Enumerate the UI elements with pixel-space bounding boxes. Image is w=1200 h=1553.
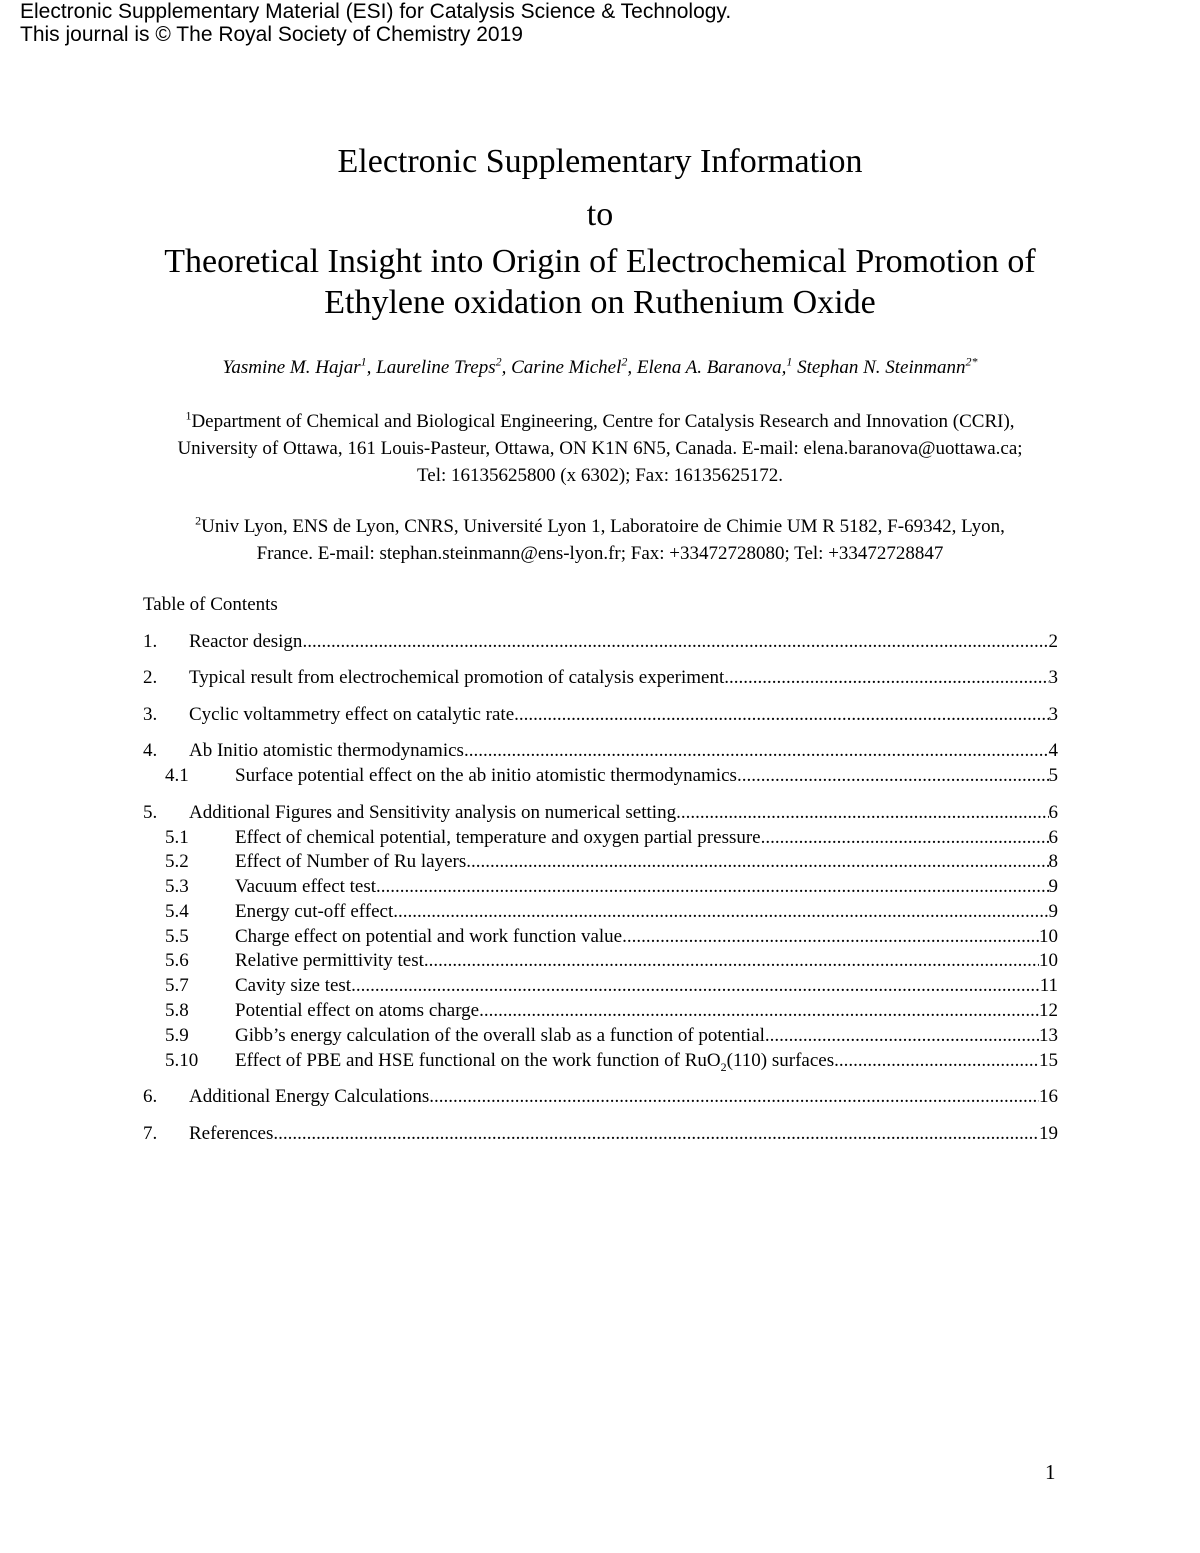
toc-entry-title: Cyclic voltammetry effect on catalytic rate (189, 704, 515, 725)
toc-entry-title: Effect of chemical potential, temperature and oxygen partial pressure (235, 827, 761, 848)
toc-entry-title: Gibb’s energy calculation of the overall slab as a function of potential (235, 1025, 765, 1046)
toc-entry-page: 3 (1048, 667, 1058, 688)
toc-entry[interactable] (143, 826, 1058, 850)
toc-entry-number: 6. (143, 1086, 158, 1107)
toc-entry[interactable] (143, 1024, 1058, 1048)
toc-entry-number: 2. (143, 667, 158, 688)
toc-leader-dots (351, 974, 1040, 998)
toc-entry-title: Charge effect on potential and work function value (235, 926, 623, 947)
author-separator: , (366, 357, 377, 378)
toc-leader-dots (514, 703, 1048, 727)
toc-entry-page: 12 (1039, 1000, 1058, 1021)
toc-entry-title: Relative permittivity test (235, 950, 424, 971)
toc-entry-title: Additional Energy Calculations (189, 1086, 430, 1107)
toc-entry[interactable] (143, 875, 1058, 899)
toc-entry-title (235, 1049, 834, 1073)
title-line1: Electronic Supplementary Information (337, 143, 863, 180)
toc-leader-dots (424, 949, 1039, 973)
toc-entry-page: 5 (1048, 765, 1058, 786)
toc-entry-title: Energy cut-off effect (235, 901, 394, 922)
toc-entry[interactable] (143, 999, 1058, 1023)
toc-entry-number: 5.2 (165, 851, 189, 872)
toc-entry-page: 3 (1048, 704, 1058, 725)
toc-entry-number: 4. (143, 740, 158, 761)
toc-entry[interactable] (143, 666, 1058, 690)
toc-entry-page: 19 (1039, 1123, 1058, 1144)
toc-entry-page: 10 (1039, 950, 1058, 971)
toc-entry-title-text: Effect of PBE and HSE functional on the work function of RuO (235, 1050, 721, 1071)
toc-entry-page: 9 (1048, 876, 1058, 897)
toc-entry-number: 1. (143, 631, 158, 652)
toc-entry-page: 9 (1048, 901, 1058, 922)
journal-header (20, 0, 731, 46)
toc-entry[interactable] (143, 900, 1058, 924)
toc-entry[interactable] (143, 1049, 1058, 1073)
toc-leader-dots (761, 826, 1049, 850)
toc-leader-dots (464, 739, 1049, 763)
toc-entry-number: 5.1 (165, 827, 189, 848)
toc-entry-page: 11 (1039, 975, 1058, 996)
toc-entry-page: 2 (1048, 631, 1058, 652)
affiliation-mark: 2 (195, 513, 202, 528)
toc-entry-number: 5.8 (165, 1000, 189, 1021)
author-name: Elena A. Baranova, (636, 357, 787, 378)
toc-entry-number: 7. (143, 1123, 158, 1144)
author-affiliation-mark: 2* (965, 354, 978, 369)
toc-entry-number: 4.1 (165, 765, 189, 786)
toc-entry-number: 5.3 (165, 876, 189, 897)
journal-header-line1: Electronic Supplementary Material (ESI) for Catalysis Science & Technology. (20, 0, 732, 23)
toc-entry[interactable] (143, 764, 1058, 788)
toc-entry-title: Additional Figures and Sensitivity analysis on numerical setting (189, 802, 677, 823)
toc-entry-title: Ab Initio atomistic thermodynamics (189, 740, 464, 761)
toc-entry-page: 4 (1048, 740, 1058, 761)
toc-entry-page: 15 (1039, 1050, 1058, 1071)
title-line2: to (586, 196, 614, 233)
author-affiliation-mark: 1 (360, 354, 367, 369)
toc-entry-page: 16 (1039, 1086, 1058, 1107)
toc-leader-dots (273, 1122, 1039, 1146)
toc-entry-number: 5. (143, 802, 158, 823)
toc-entry-title: Cavity size test (235, 975, 352, 996)
toc-leader-dots (724, 666, 1048, 690)
toc-leader-dots (834, 1049, 1039, 1073)
toc-entry[interactable] (143, 703, 1058, 727)
toc-entry[interactable] (143, 949, 1058, 973)
author-affiliation-mark: 2 (495, 354, 502, 369)
author-name: Carine Michel (511, 357, 622, 378)
toc-entry[interactable] (143, 1085, 1058, 1109)
affiliation-1-line2: University of Ottawa, 161 Louis-Pasteur, Ottawa, ON K1N 6N5, Canada. E-mail: elena.baranova@uottawa.ca; (177, 438, 1023, 459)
affiliation-2-line2: France. E-mail: stephan.steinmann@ens-lyon.fr; Fax: +33472728080; Tel: +33472728847 (256, 543, 944, 564)
toc-entry-title: Potential effect on atoms charge (235, 1000, 480, 1021)
author-separator: , (627, 357, 637, 378)
toc-entry-number: 5.6 (165, 950, 189, 971)
toc-entry[interactable] (143, 739, 1058, 763)
affiliation-2 (120, 513, 1080, 567)
toc-entry[interactable] (143, 974, 1058, 998)
journal-header-line2: This journal is © The Royal Society of Chemistry 2019 (20, 23, 523, 46)
toc-leader-dots (376, 875, 1048, 899)
author-name: Stephan N. Steinmann (797, 357, 966, 378)
author-separator: , (501, 357, 512, 378)
affiliation-1 (120, 408, 1080, 489)
toc-entry-number: 3. (143, 704, 158, 725)
toc-entry-number: 5.9 (165, 1025, 189, 1046)
toc-leader-dots (737, 764, 1049, 788)
page-number: 1 (1045, 1460, 1056, 1484)
toc-leader-dots (429, 1085, 1039, 1109)
author-name: Yasmine M. Hajar (222, 357, 361, 378)
affiliation-1-line3: Tel: 16135625800 (x 6302); Fax: 16135625172. (417, 465, 783, 486)
toc-leader-dots (765, 1024, 1039, 1048)
toc-leader-dots (466, 850, 1048, 874)
toc-entry-number: 5.5 (165, 926, 189, 947)
toc-entry-page: 6 (1048, 827, 1058, 848)
toc-entry-title: References (189, 1123, 274, 1144)
toc-entry-title: Typical result from electrochemical promotion of catalysis experiment (189, 667, 725, 688)
toc-entry[interactable] (143, 801, 1058, 825)
author-affiliation-mark: 2 (621, 354, 628, 369)
toc-entry-title: Effect of Number of Ru layers (235, 851, 467, 872)
toc-entry-page: 8 (1048, 851, 1058, 872)
affiliation-2-line1: Univ Lyon, ENS de Lyon, CNRS, Université Lyon 1, Laboratoire de Chimie UM R 5182, F-69342, Lyon, (201, 516, 1005, 537)
toc-entry-page: 10 (1039, 926, 1058, 947)
toc-entry-page: 6 (1048, 802, 1058, 823)
toc-entry-number: 5.7 (165, 975, 189, 996)
author-name: Laureline Treps (376, 357, 496, 378)
toc-leader-dots (479, 999, 1039, 1023)
affiliation-1-line1: Department of Chemical and Biological Engineering, Centre for Catalysis Research and Innovation (CCRI), (191, 411, 1015, 432)
toc-entry-number: 5.10 (165, 1050, 199, 1071)
author-list (0, 354, 1200, 379)
title-line4: Ethylene oxidation on Ruthenium Oxide (324, 284, 876, 321)
toc-entry[interactable] (143, 925, 1058, 949)
toc-leader-dots (622, 925, 1039, 949)
toc-leader-dots (302, 630, 1048, 654)
toc-heading: Table of Contents (143, 594, 278, 615)
toc-leader-dots (393, 900, 1048, 924)
toc-entry-page: 13 (1039, 1025, 1058, 1046)
toc-entry-title: Surface potential effect on the ab initio atomistic thermodynamics (235, 765, 737, 786)
author-affiliation-mark: 1 (786, 354, 793, 369)
toc-entry-title: Reactor design (189, 631, 303, 652)
toc-entry[interactable] (143, 850, 1058, 874)
toc-entry[interactable] (143, 630, 1058, 654)
toc-entry-number: 5.4 (165, 901, 189, 922)
toc-entry-title: Vacuum effect test (235, 876, 377, 897)
toc-entry-title-subscript: 2 (720, 1059, 727, 1074)
title-line3: Theoretical Insight into Origin of Electrochemical Promotion of (164, 243, 1036, 280)
toc-leader-dots (676, 801, 1048, 825)
affiliation-mark: 1 (185, 408, 192, 423)
toc-entry-title-text: (110) surfaces (726, 1050, 835, 1071)
toc-entry[interactable] (143, 1122, 1058, 1146)
